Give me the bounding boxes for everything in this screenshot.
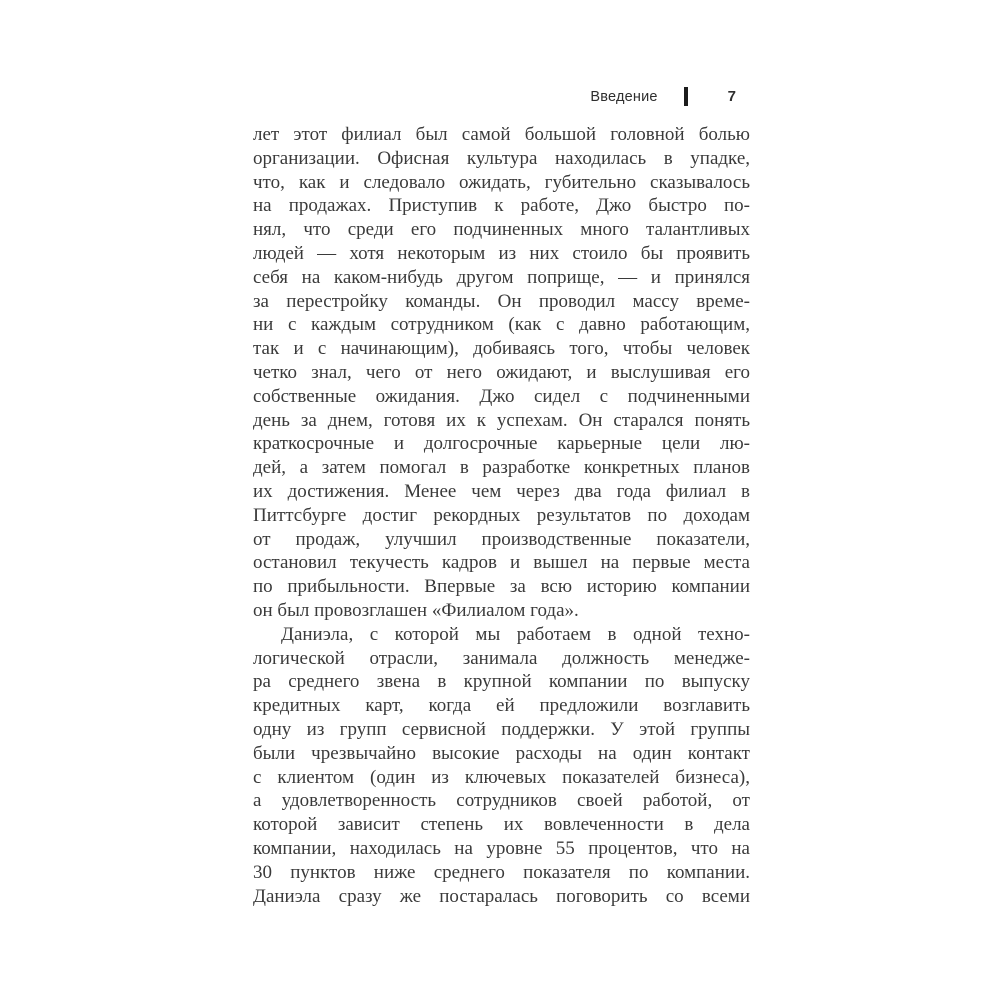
text-line: по прибыльности. Впервые за всю историю компании bbox=[253, 576, 750, 598]
paragraph bbox=[253, 123, 750, 623]
text-line: организации. Офисная культура находилась в упадке, bbox=[253, 147, 750, 169]
text-line: с клиентом (один из ключевых показателей бизнеса), bbox=[253, 766, 750, 788]
text-line: которой зависит степень их вовлеченности в дела bbox=[253, 814, 750, 836]
text-line: Питтсбурге достиг рекордных результатов по доходам bbox=[253, 504, 750, 526]
text-line: от продаж, улучшил производственные показатели, bbox=[253, 528, 750, 550]
text-line: что, как и следовало ожидать, губительно сказывалось bbox=[253, 171, 750, 193]
text-line: одну из групп сервисной поддержки. У этой группы bbox=[253, 718, 750, 740]
text-line: собственные ожидания. Джо сидел с подчиненными bbox=[253, 385, 750, 407]
text-line: нял, что среди его подчиненных много талантливых bbox=[253, 219, 750, 241]
page-body bbox=[253, 123, 750, 908]
text-line: логической отрасли, занимала должность менедже- bbox=[253, 647, 750, 669]
text-line: на продажах. Приступив к работе, Джо быстро по- bbox=[253, 195, 750, 217]
page-number: 7 bbox=[727, 88, 736, 105]
section-title: Введение bbox=[590, 88, 658, 105]
text-line: лет этот филиал был самой большой головной болью bbox=[253, 124, 750, 145]
text-line: он был провозглашен «Филиалом года». bbox=[253, 599, 579, 621]
paragraph bbox=[253, 623, 750, 909]
text-line: себя на каком-нибудь другом поприще, — и принялся bbox=[253, 266, 750, 288]
text-line: а удовлетворенность сотрудников своей работой, от bbox=[253, 790, 750, 812]
text-line: за перестройку команды. Он проводил массу време- bbox=[253, 290, 750, 312]
text-line: их достижения. Менее чем через два года филиал в bbox=[253, 480, 750, 502]
text-line: краткосрочные и долгосрочные карьерные цели лю- bbox=[253, 433, 750, 455]
text-line: ни с каждым сотрудником (как с давно работающим, bbox=[253, 314, 750, 336]
text-line: день за днем, готовя их к успехам. Он старался понять bbox=[253, 409, 750, 431]
text-line: дей, а затем помогал в разработке конкретных планов bbox=[253, 457, 750, 479]
header-divider-bar bbox=[684, 87, 688, 106]
text-line: кредитных карт, когда ей предложили возглавить bbox=[253, 695, 750, 717]
text-line: Даниэла, с которой мы работаем в одной техно- bbox=[281, 623, 750, 645]
text-line: были чрезвычайно высокие расходы на один контакт bbox=[253, 742, 750, 764]
text-line: 30 пунктов ниже среднего показателя по компании. bbox=[253, 861, 750, 883]
text-line: так и с начинающим), добиваясь того, чтобы человек bbox=[253, 338, 750, 360]
text-line: людей — хотя некоторым из них стоило бы проявить bbox=[253, 242, 750, 264]
page-content bbox=[253, 0, 750, 908]
text-line: четко знал, чего от него ожидают, и выслушивая его bbox=[253, 361, 750, 383]
text-line: остановил текучесть кадров и вышел на первые места bbox=[253, 552, 750, 574]
running-head bbox=[253, 86, 750, 107]
text-line: компании, находилась на уровне 55 процентов, что на bbox=[253, 837, 750, 859]
text-line: ра среднего звена в крупной компании по выпуску bbox=[253, 671, 750, 693]
text-line: Даниэла сразу же постаралась поговорить со всеми bbox=[253, 885, 750, 907]
